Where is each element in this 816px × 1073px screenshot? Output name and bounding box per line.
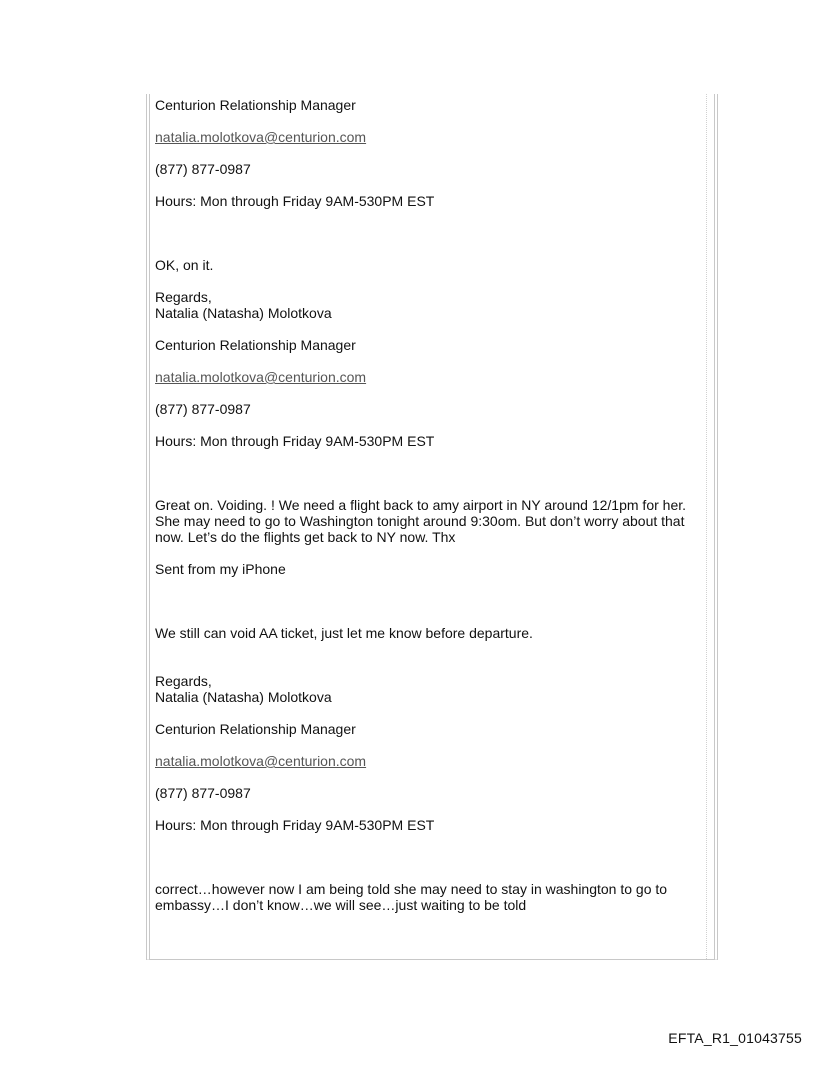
signature-regards: Regards, [155, 673, 212, 689]
signature-hours: Hours: Mon through Friday 9AM-530PM EST [155, 193, 435, 209]
signature-title: Centurion Relationship Manager [155, 721, 356, 737]
signature-title: Centurion Relationship Manager [155, 97, 356, 113]
message-text: We still can void AA ticket, just let me know before departure. [155, 625, 533, 641]
signature-name: Natalia (Natasha) Molotkova [155, 305, 332, 321]
signature-regards: Regards, [155, 289, 212, 305]
message-line: Great on. Voiding. ! We need a flight back to amy airport in NY around 12/1pm for her. [155, 497, 687, 513]
message-line: now. Let’s do the flights get back to NY now. Thx [155, 529, 456, 545]
signature-phone: (877) 877-0987 [155, 785, 251, 801]
signature-hours: Hours: Mon through Friday 9AM-530PM EST [155, 433, 435, 449]
message-line: embassy…I don’t know…we will see…just waiting to be told [155, 897, 527, 913]
signature-email-link[interactable]: natalia.molotkova@centurion.com [155, 369, 367, 385]
message-line: She may need to go to Washington tonight around 9:30om. But don’t worry about that [155, 513, 685, 529]
signature-phone: (877) 877-0987 [155, 401, 251, 417]
signature-hours: Hours: Mon through Friday 9AM-530PM EST [155, 817, 435, 833]
signature-email-link[interactable]: natalia.molotkova@centurion.com [155, 753, 367, 769]
signature-name: Natalia (Natasha) Molotkova [155, 689, 332, 705]
document-id: EFTA_R1_01043755 [668, 1030, 802, 1046]
email-thread-frame [146, 94, 718, 960]
signature-email-link[interactable]: natalia.molotkova@centurion.com [155, 129, 367, 145]
signature-title: Centurion Relationship Manager [155, 337, 356, 353]
message-text: OK, on it. [155, 257, 214, 273]
message-line: correct…however now I am being told she may need to stay in washington to go to [155, 881, 668, 897]
signature-phone: (877) 877-0987 [155, 161, 251, 177]
sent-from-line: Sent from my iPhone [155, 561, 286, 577]
